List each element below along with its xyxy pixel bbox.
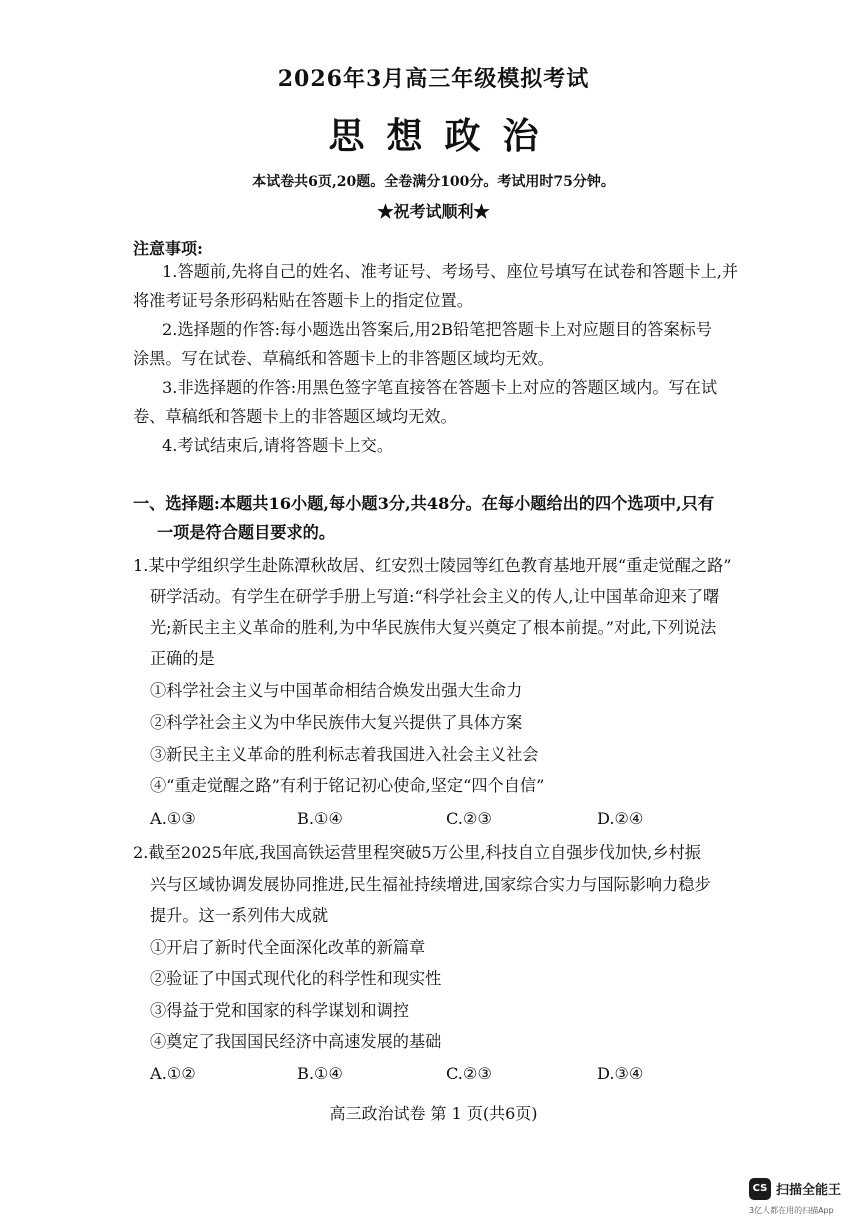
question-2-option-d: D.③④ xyxy=(597,1064,644,1083)
question-1-statement: ③新民主主义革命的胜利标志着我国进入社会主义社会 xyxy=(150,745,539,764)
notice-line: 4.考试结束后,请将答题卡上交。 xyxy=(162,436,394,455)
section-heading-continued: 一项是符合题目要求的。 xyxy=(157,523,336,542)
scanner-logo-icon: CS xyxy=(749,1178,771,1200)
question-1-stem: 光;新民主主义革命的胜利,为中华民族伟大复兴奠定了根本前提。”对此,下列说法 xyxy=(150,618,717,637)
exam-title: 2026年3月高三年级模拟考试 xyxy=(277,66,590,92)
notice-title: 注意事项: xyxy=(133,239,203,258)
question-1-statement: ①科学社会主义与中国革命相结合焕发出强大生命力 xyxy=(150,681,523,700)
question-1-stem: 研学活动。有学生在研学手册上写道:“科学社会主义的传人,让中国革命迎来了曙 xyxy=(150,587,720,606)
question-2-stem: 提升。这一系列伟大成就 xyxy=(150,906,329,925)
question-2-stem: 兴与区域协调发展协同推进,民生福祉持续增进,国家综合实力与国际影响力稳步 xyxy=(150,875,711,894)
question-2-option-c: C.②③ xyxy=(446,1064,492,1083)
notice-line: 涂黑。写在试卷、草稿纸和答题卡上的非答题区域均无效。 xyxy=(133,349,554,368)
question-2-option-a: A.①② xyxy=(150,1064,196,1083)
question-1-option-b: B.①④ xyxy=(297,809,344,828)
question-1-statement: ②科学社会主义为中华民族伟大复兴提供了具体方案 xyxy=(150,713,523,732)
notice-line: 1.答题前,先将自己的姓名、准考证号、考场号、座位号填写在试卷和答题卡上,并 xyxy=(162,262,739,281)
question-1-option-a: A.①③ xyxy=(150,809,196,828)
question-2-statement: ③得益于党和国家的科学谋划和调控 xyxy=(150,1001,409,1020)
notice-line: 将准考证号条形码粘贴在答题卡上的指定位置。 xyxy=(133,291,473,310)
question-2-option-b: B.①④ xyxy=(297,1064,344,1083)
paper-info: 本试卷共6页,20题。全卷满分100分。考试用时75分钟。 xyxy=(252,174,615,190)
scanner-watermark xyxy=(749,1178,855,1218)
good-luck-banner: ★祝考试顺利★ xyxy=(377,202,490,221)
question-1-stem: 正确的是 xyxy=(150,649,215,668)
notice-line: 2.选择题的作答:每小题选出答案后,用2B铅笔把答题卡上对应题目的答案标号 xyxy=(162,320,713,339)
page-footer: 高三政治试卷 第 1 页(共6页) xyxy=(329,1104,538,1123)
question-2-statement: ①开启了新时代全面深化改革的新篇章 xyxy=(150,938,426,957)
notice-line: 卷、草稿纸和答题卡上的非答题区域均无效。 xyxy=(133,407,457,426)
question-2-stem: 2.截至2025年底,我国高铁运营里程突破5万公里,科技自立自强步伐加快,乡村振 xyxy=(133,843,701,862)
notice-line: 3.非选择题的作答:用黑色签字笔直接答在答题卡上对应的答题区域内。写在试 xyxy=(162,378,718,397)
question-1-statement: ④“重走觉醒之路”有利于铭记初心使命,坚定“四个自信” xyxy=(150,776,545,795)
question-2-statement: ④奠定了我国国民经济中高速发展的基础 xyxy=(150,1032,442,1051)
question-1-stem: 1.某中学组织学生赴陈潭秋故居、红安烈士陵园等红色教育基地开展“重走觉醒之路” xyxy=(133,556,732,575)
subject-title: 思想政治 xyxy=(328,115,561,157)
question-2-statement: ②验证了中国式现代化的科学性和现实性 xyxy=(150,969,442,988)
section-heading: 一、选择题:本题共16小题,每小题3分,共48分。在每小题给出的四个选项中,只有 xyxy=(133,494,715,513)
question-1-option-d: D.②④ xyxy=(597,809,644,828)
scanner-app-name: 扫描全能王 xyxy=(776,1183,842,1198)
scanner-tagline: 3亿人都在用的扫描App xyxy=(749,1206,834,1215)
question-1-option-c: C.②③ xyxy=(446,809,492,828)
